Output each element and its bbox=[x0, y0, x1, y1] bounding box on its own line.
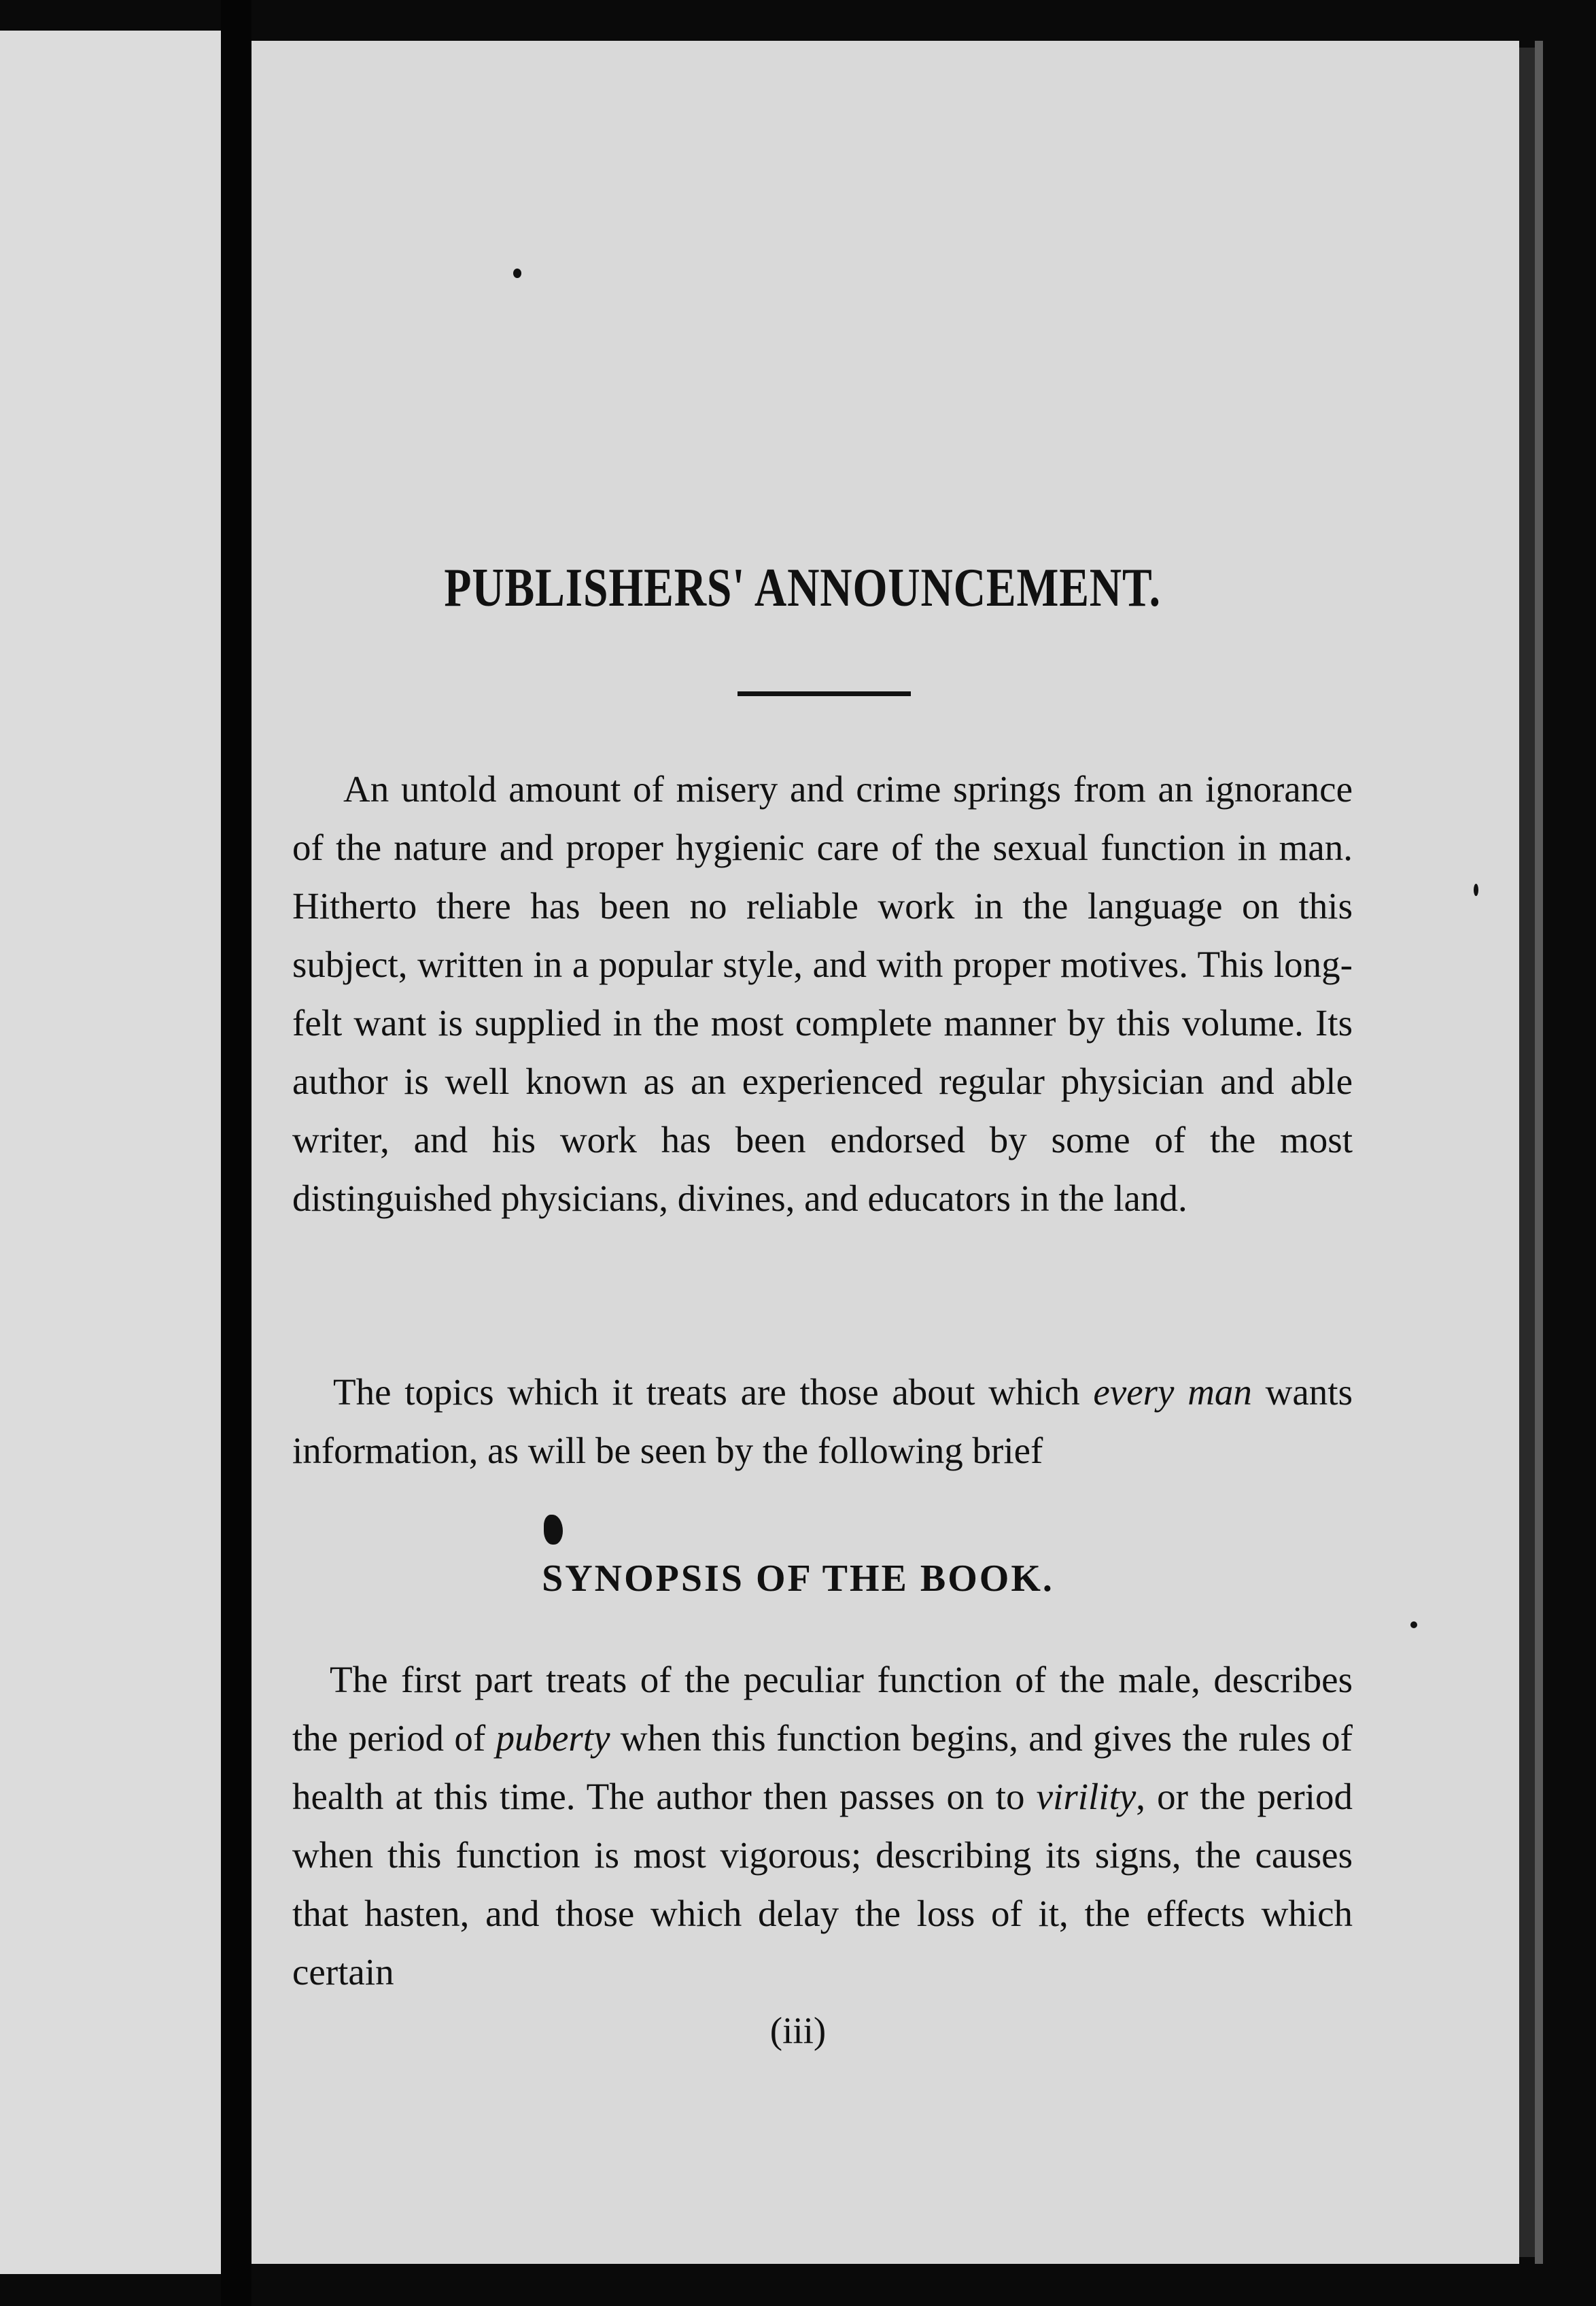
title-rule bbox=[738, 691, 911, 696]
paragraph-topics-emphasis: every man bbox=[1093, 1371, 1252, 1413]
paragraph-topics-text: The topics which it treats are those about which bbox=[333, 1371, 1094, 1413]
page-number: (iii) bbox=[769, 2010, 827, 2051]
ink-speck bbox=[544, 1515, 563, 1545]
paragraph-topics bbox=[292, 1363, 1353, 1480]
ink-speck bbox=[513, 269, 521, 278]
paragraph-synopsis bbox=[292, 1651, 1353, 2001]
ink-speck bbox=[1474, 884, 1478, 896]
synopsis-text-1: The first part treats of the peculiar function of the male, describes the period of bbox=[292, 1659, 1353, 1759]
section-heading: SYNOPSIS OF THE BOOK. bbox=[542, 1558, 1054, 1600]
synopsis-text-3: , or the period when this function is most vigorous; describing its signs, the causes that hasten, and those which delay the loss of it, the effects which certain bbox=[292, 1776, 1353, 1993]
synopsis-text-2: when this function begins, and gives the rules of health at this time. The author then passes on to bbox=[292, 1717, 1353, 1817]
page-edge-shadow bbox=[1519, 48, 1535, 2257]
facing-page-edge bbox=[0, 31, 221, 2274]
book-gutter bbox=[221, 0, 251, 2306]
paragraph-intro: An untold amount of misery and crime springs from an ignorance of the nature and proper hygienic care of the sexual function in man. Hitherto there has been no reliable work in the language on this subject, written in a popular style, and with proper motives. This long-felt want is supplied in the most complete manner by this volume. Its author is well known as an experienced regular physician and able writer, and his work has been endorsed by some of the most distinguished physicians, divines, and educators in the land. bbox=[292, 768, 1353, 1219]
synopsis-emphasis-virility: virility bbox=[1036, 1776, 1137, 1817]
page-edge-stack bbox=[1535, 41, 1543, 2264]
ink-speck bbox=[1410, 1621, 1417, 1628]
page-title: PUBLISHERS' ANNOUNCEMENT. bbox=[444, 558, 1161, 618]
paragraph-topics-text-end: wants information, as will be seen by the following brief bbox=[292, 1371, 1353, 1471]
synopsis-emphasis-puberty: puberty bbox=[496, 1717, 610, 1759]
